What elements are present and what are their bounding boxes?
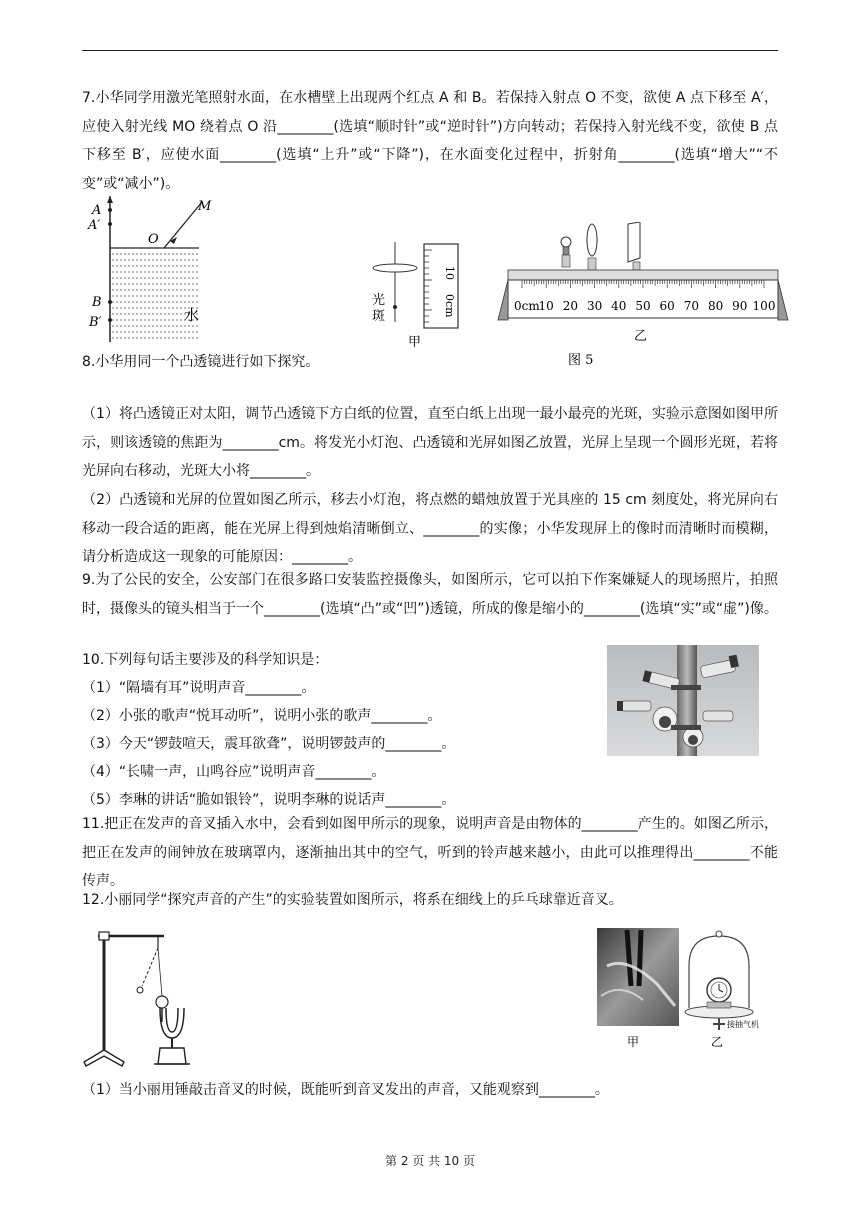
fig5-scale-0cm: 0cm [443, 294, 456, 318]
label-B-prime: B′ [89, 315, 102, 330]
ruler-tick-label: 50 [635, 299, 651, 313]
header-rule [82, 50, 778, 51]
fig5-spot-label-1: 光 [372, 293, 386, 308]
vacuum-pump-label: 接抽气机 [727, 1020, 759, 1029]
label-A-prime: A′ [88, 218, 101, 233]
question-12-title: 12.小丽同学“探究声音的产生”的实验装置如图所示，将系在细线上的乒乓球靠近音叉。 [82, 892, 623, 908]
fig5-scale-10: 10 [443, 266, 456, 280]
fig5-yi-optical-bench [494, 222, 800, 370]
ruler-tick-label: 60 [659, 299, 675, 313]
question-10-item-5: （5）李琳的讲话“脆如银铃”，说明李琳的说话声________。 [82, 792, 456, 808]
question-10-item-1: （1）“隔墙有耳”说明声音________。 [82, 680, 316, 696]
question-10-item-3: （3）今天“锣鼓喧天，震耳欲聋”，说明锣鼓声的________。 [82, 736, 456, 752]
question-8-part-2: （2）凸透镜和光屏的位置如图乙所示，移去小灯泡，将点燃的蜡烛放置于光具座的 15 cm 刻度处，将光屏向右移动一段合适的距离，能在光屏上得到烛焰清晰倒立、________的实像；小华发现屏上的像时而清晰时而模糊，请分析造成这一现象的可能原因：________。 [82, 492, 778, 565]
ruler-tick-label: 10 [538, 299, 554, 313]
ruler-tick-label: 30 [586, 299, 603, 313]
fig5-caption: 图 5 [568, 353, 594, 368]
label-B: B [92, 295, 102, 310]
label-M: M [198, 199, 212, 214]
fig5-spot-label-2: 斑 [372, 309, 386, 324]
label-A: A [92, 203, 102, 218]
q11-fig-jia-label: 甲 [627, 1035, 640, 1049]
fig5-jia-label: 甲 [408, 335, 422, 350]
ruler-tick-label: 20 [562, 299, 579, 313]
ruler-tick-label: 40 [611, 299, 627, 313]
q11-fork-water-and-bell-jar-figure [597, 926, 779, 1050]
question-10-item-2: （2）小张的歌声“悦耳动听”，说明小张的歌声________。 [82, 708, 442, 724]
question-12-part-1: （1）当小丽用锤敲击音叉的时候，既能听到音叉发出的声音，又能观察到________。 [82, 1082, 609, 1098]
fig5-jia-focal-length [362, 236, 472, 356]
q7-water-tank-figure [84, 196, 234, 346]
question-8-title: 8.小华用同一个凸透镜进行如下探究。 [82, 354, 320, 370]
ruler-tick-label: 0cm [514, 299, 540, 313]
fig5-yi-label: 乙 [634, 329, 648, 344]
ruler-tick-label: 70 [683, 299, 700, 313]
question-10-item-4: （4）“长啸一声，山鸣谷应”说明声音________。 [82, 764, 386, 780]
question-7: 7.小华同学用激光笔照射水面，在水槽壁上出现两个红点 A 和 B。若保持入射点 O 不变，欲使 A 点下移至 A′，应使入射光线 MO 绕着点 O 沿________(选填“顺时针”或“逆时针”)方向转动；若保持入射光线不变，欲使 B 点下移至 B′，应使水面________(选填“上升”或“下降”)，在水面变化过程中，折射角________(选填“增大”“不变”或“减小”)。 [82, 90, 778, 192]
label-O: O [148, 232, 159, 247]
surveillance-camera-photo [607, 645, 759, 756]
tuning-fork-pingpong-apparatus [80, 926, 192, 1070]
ruler-tick-label: 80 [707, 299, 724, 313]
ruler-tick-label: 100 [752, 299, 776, 313]
question-10-title: 10.下列每句话主要涉及的科学知识是： [82, 652, 329, 668]
question-9: 9.为了公民的安全，公安部门在很多路口安装监控摄像头，如图所示，它可以拍下作案嫌疑人的现场照片，拍照时，摄像头的镜头相当于一个________(选填“凸”或“凹”)透镜，所成的像是缩小的________(选填“实”或“虚”)像。 [82, 572, 778, 617]
ruler-tick-label: 90 [732, 299, 748, 313]
page-footer: 第 2 页 共 10 页 [385, 1154, 475, 1168]
question-11: 11.把正在发声的音叉插入水中，会看到如图甲所示的现象，说明声音是由物体的________产生的。如图乙所示，把正在发声的闹钟放在玻璃罩内，逐渐抽出其中的空气，听到的铃声越来越小，由此可以推理得出________不能传声。 [82, 816, 778, 889]
question-8-part-1: （1）将凸透镜正对太阳，调节凸透镜下方白纸的位置，直至白纸上出现一最小最亮的光斑，实验示意图如图甲所示，则该透镜的焦距为________cm。将发光小灯泡、凸透镜和光屏如图乙放置，光屏上呈现一个圆形光斑，若将光屏向右移动，光斑大小将________。 [82, 406, 778, 479]
label-water: 水 [184, 306, 200, 324]
q11-fig-yi-label: 乙 [711, 1035, 724, 1049]
